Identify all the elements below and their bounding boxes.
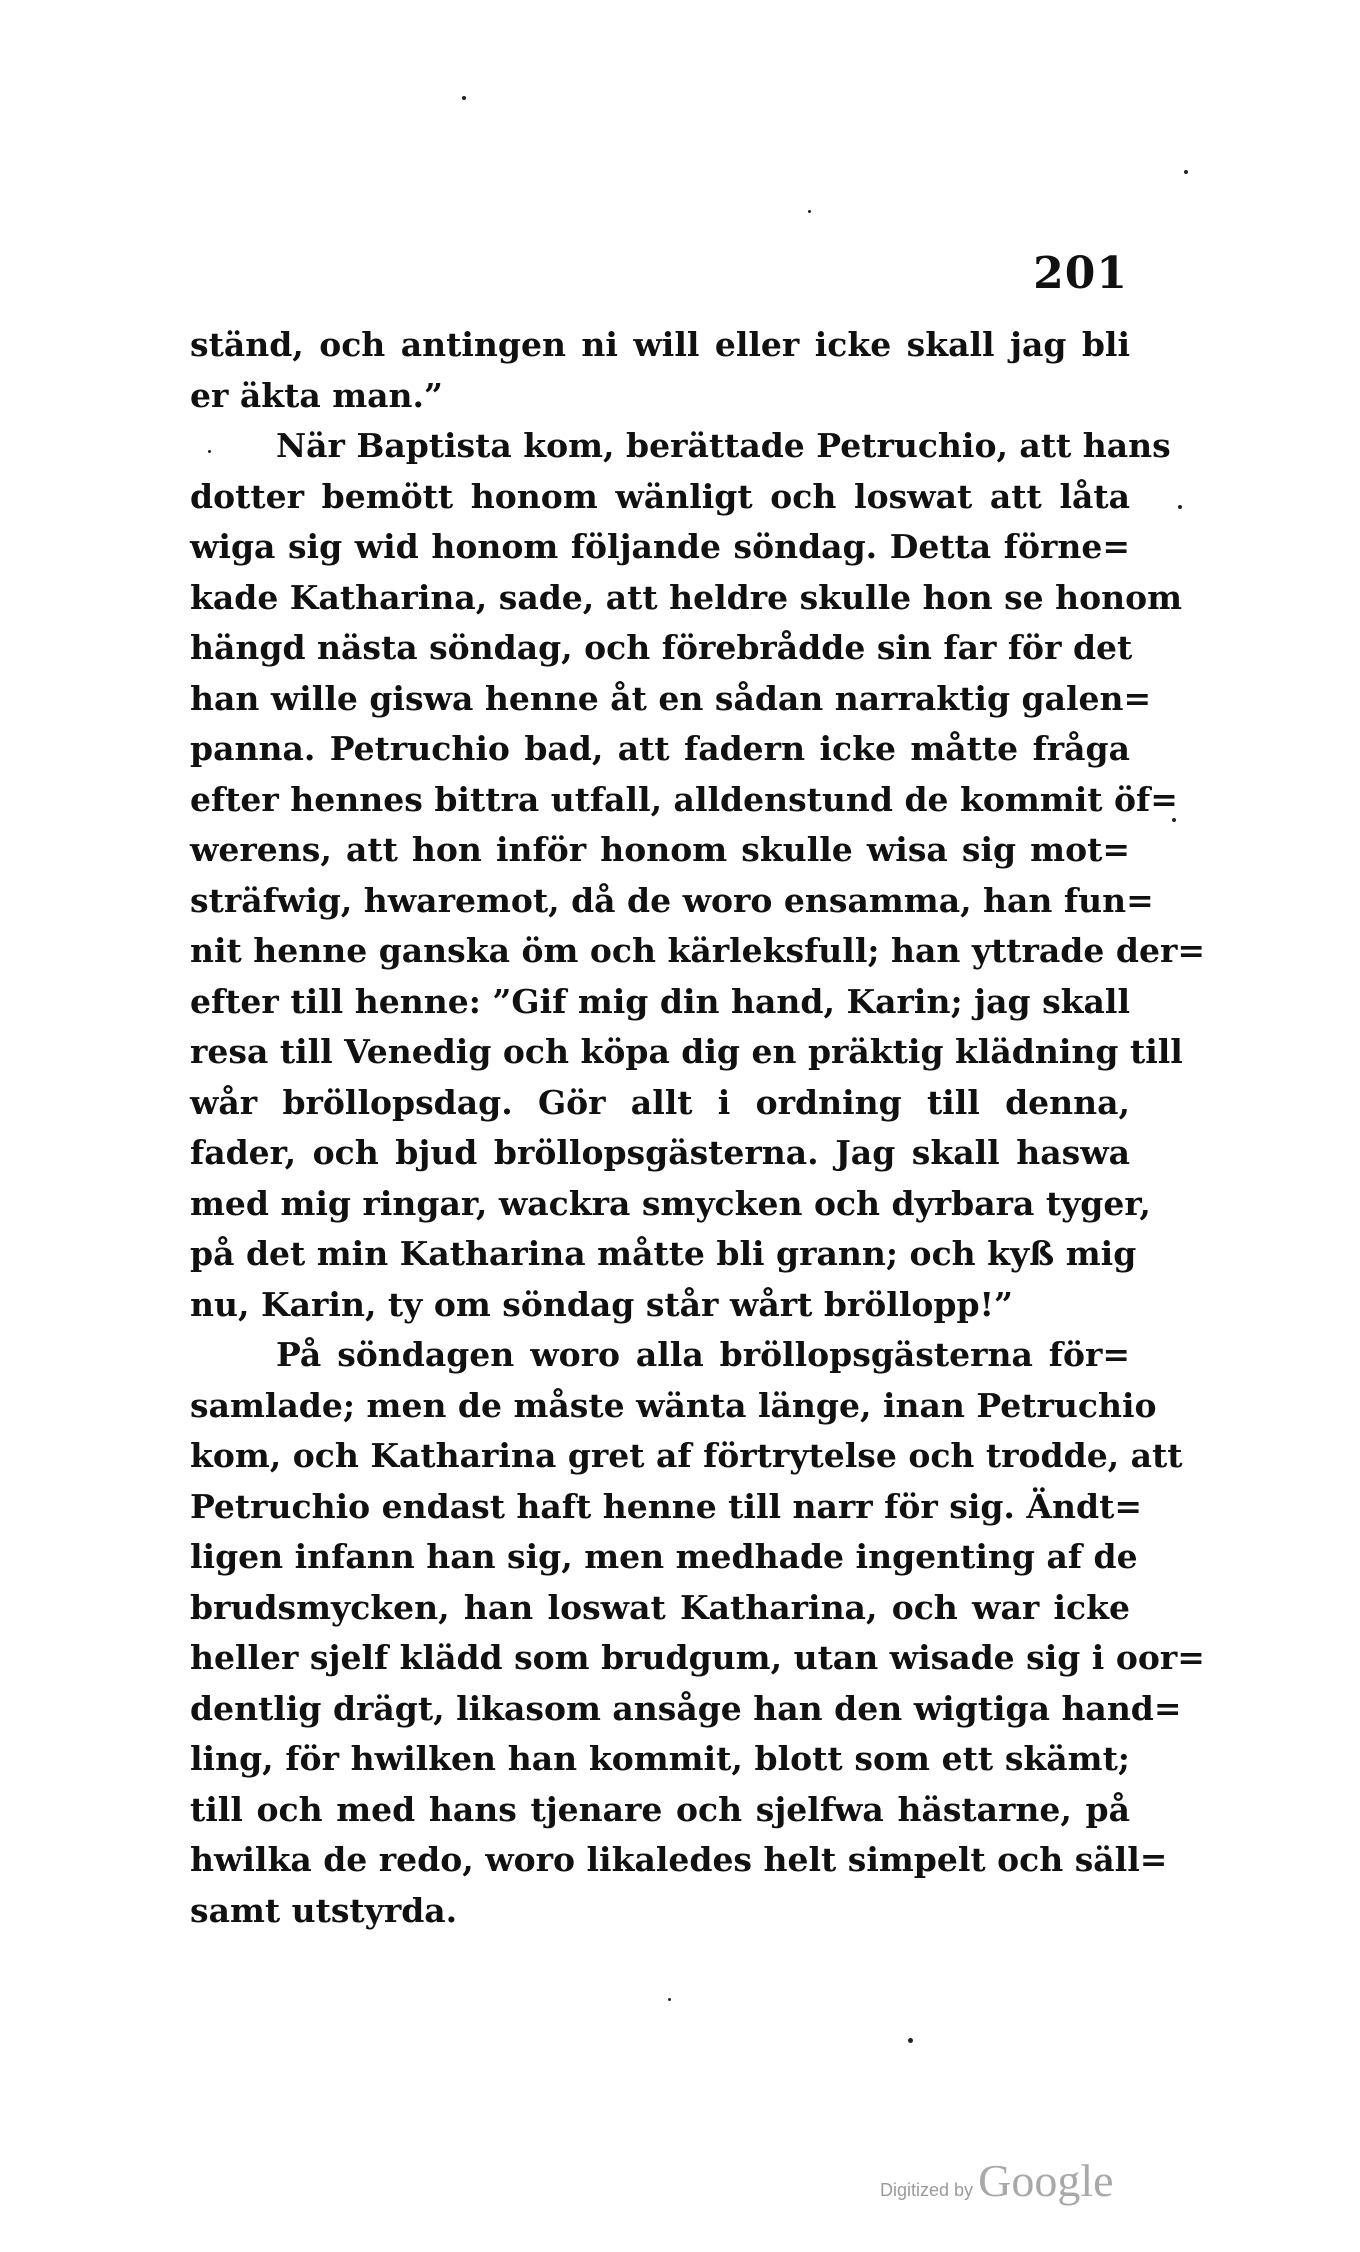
text-line: sträfwig, hwaremot, då de woro ensamma, han fun= — [190, 880, 1154, 920]
text-line: hwilka de redo, woro likaledes helt simpelt och säll= — [190, 1840, 1168, 1879]
scan-speck — [1184, 170, 1188, 174]
text-line: efter till henne: ”Gif mig din hand, Karin; jag skall — [190, 981, 1130, 1021]
text-line: till och med hans tjenare och sjelfwa hästarne, på — [190, 1789, 1130, 1829]
text-line: efter hennes bittra utfall, alldenstund de kommit öf= — [190, 779, 1178, 819]
text-line: nu, Karin, ty om söndag står wårt bröllopp!” — [190, 1284, 1014, 1324]
digitized-by-google-watermark — [880, 2154, 1160, 2214]
text-line: samt utstyrda. — [190, 1890, 458, 1930]
text-line: dentlig drägt, likasom ansåge han den wigtiga hand= — [190, 1688, 1182, 1728]
body-text — [190, 320, 1205, 1936]
text-line: ling, för hwilken han kommit, blott som ett skämt; — [190, 1739, 1130, 1778]
text-line: På söndagen woro alla bröllopsgästerna för= — [276, 1335, 1130, 1374]
scan-speck — [808, 210, 811, 213]
text-line: han wille giswa henne åt en sådan narraktig galen= — [190, 678, 1152, 718]
text-line: hängd nästa söndag, och förebrådde sin far för det — [190, 628, 1133, 667]
scan-speck — [1178, 505, 1182, 509]
text-line: dotter bemött honom wänligt och loswat att låta — [190, 476, 1130, 516]
page-number: 201 — [1033, 248, 1128, 299]
scan-speck — [668, 1998, 671, 2001]
text-line: wår bröllopsdag. Gör allt i ordning till denna, — [190, 1082, 1130, 1122]
text-line: ligen infann han sig, men medhade ingenting af de — [190, 1537, 1138, 1576]
digitized-label: Digitized by — [880, 2180, 974, 2200]
text-line: kom, och Katharina gret af förtrytelse och trodde, att — [190, 1436, 1183, 1475]
text-line: resa till Venedig och köpa dig en präktig klädning till — [190, 1032, 1183, 1071]
text-line: werens, att hon inför honom skulle wisa sig mot= — [190, 830, 1130, 869]
text-line: med mig ringar, wackra smycken och dyrbara tyger, — [190, 1183, 1151, 1223]
text-line: fader, och bjud bröllopsgästerna. Jag skall haswa — [190, 1133, 1130, 1172]
text-line: samlade; men de måste wänta länge, inan Petruchio — [190, 1385, 1157, 1425]
scan-speck — [462, 96, 466, 100]
text-line: När Baptista kom, berättade Petruchio, att hans — [276, 426, 1171, 465]
text-line: på det min Katharina måtte bli grann; och kyß mig — [190, 1234, 1137, 1273]
text-line: nit henne ganska öm och kärleksfull; han yttrade der= — [190, 931, 1205, 970]
text-line: brudsmycken, han loswat Katharina, och war icke — [190, 1587, 1130, 1627]
text-line: panna. Petruchio bad, att fadern icke måtte fråga — [190, 729, 1130, 768]
scan-speck — [908, 2038, 913, 2043]
scan-speck — [208, 450, 211, 453]
text-line: wiga sig wid honom följande söndag. Detta förne= — [190, 527, 1130, 566]
text-line: ständ, och antingen ni will eller icke skall jag bli — [190, 325, 1130, 364]
text-line: heller sjelf klädd som brudgum, utan wisade sig i oor= — [190, 1638, 1205, 1677]
text-line: er äkta man.” — [190, 375, 443, 415]
text-line: kade Katharina, sade, att heldre skulle hon se honom — [190, 577, 1183, 617]
scan-speck — [1172, 818, 1176, 822]
google-logo: Google — [978, 2155, 1114, 2206]
text-line: Petruchio endast haft henne till narr för sig. Ändt= — [190, 1486, 1142, 1526]
